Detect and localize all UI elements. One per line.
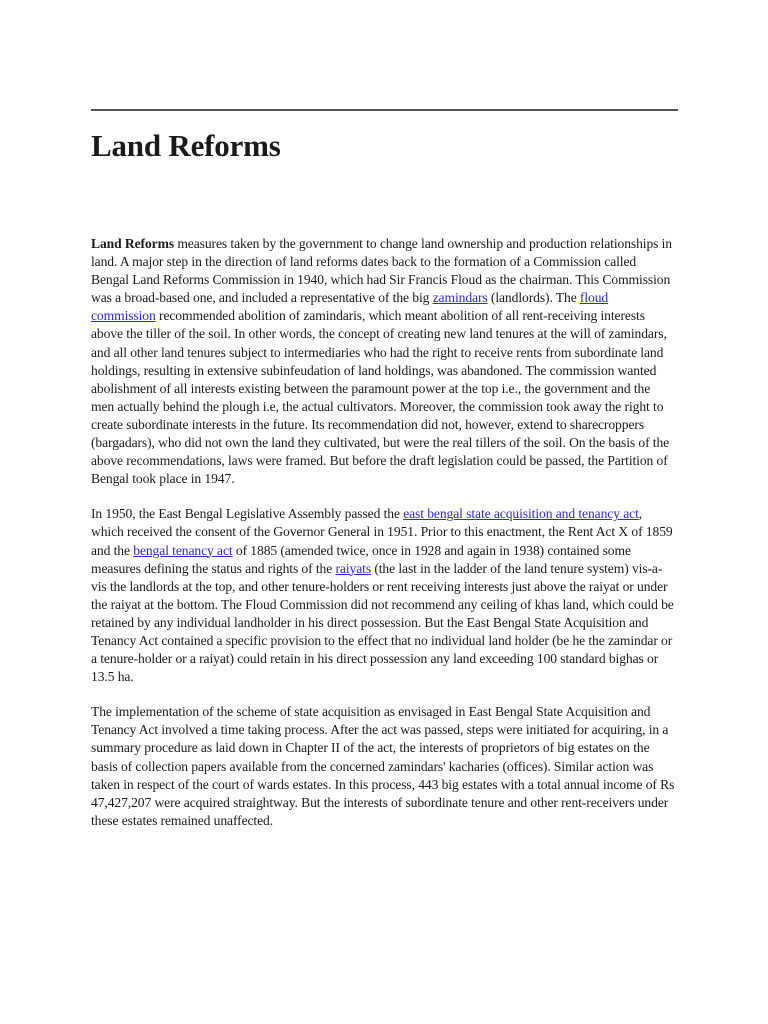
link-raiyats[interactable]: raiyats [335,560,372,576]
paragraph-1 [91,235,676,488]
paragraph-text: recommended abolition of zamindaris, which meant abolition of all rent-receiving interests above the tiller of the soil. In other words, the concept of creating new land tenures at the will of zamindars, and all other land tenures subject to intermediaries who had the right to receive rents from subordinate land holdings, resulting in extensive subinfeudation of land holdings, was abandoned. The commission wanted abolishment of all interests existing between the paramount power at the top i.e., the government and the men actually behind the plough i.e, the actual cultivators. Moreover, the commission took away the right to create subordinate interests in the future. Its recommendation did not, however, extend to sharecroppers (bargadars), who did not own the land they cultivated, but were the real tillers of the soil. On the basis of the above recommendations, laws were framed. But before the draft legislation could be passed, the Partition of Bengal took place in 1947. [91,308,670,487]
paragraph-text: (landlords). The [487,290,580,306]
paragraph-3 [91,703,676,830]
article-body [91,235,676,830]
paragraph-text: , which received the consent of the Governor General in 1951. Prior to this enactment, the Rent Act X of 1859 and the [91,506,673,558]
paragraph-text: (the last in the ladder of the land tenure system) vis-a-vis the landlords at the top, and other tenure-holders or rent receiving interests just above the raiyat or under the raiyat at the bottom. The Floud Commission did not recommend any ceiling of khas land, which could be retained by any individual landholder in his direct possession. But the East Bengal State Acquisition and Tenancy Act contained a specific provision to the effect that no individual land holder (be he the zamindar or a tenure-holder or a raiyat) could retain in his direct possession any land exceeding 100 standard bighas or 13.5 ha. [91,560,674,685]
lead-term: Land Reforms [91,236,175,251]
paragraph-text: In 1950, the East Bengal Legislative Assembly passed the [91,506,404,522]
link-east-bengal-state-acquisition-act[interactable]: east bengal state acquisition and tenancy act [403,506,639,522]
paragraph-text: measures taken by the government to change land ownership and production relationships in land. A major step in the direction of land reforms dates back to the formation of a Commission called Bengal Land Reforms Commission in 1940, which had Sir Francis Floud as the chairman. This Commission was a broad-based one, and included a representative of the big [91,236,673,306]
paragraph-2 [91,505,676,686]
paragraph-text: of 1885 (amended twice, once in 1928 and again in 1938) contained some measures defining the status and rights of the [91,542,631,576]
link-bengal-tenancy-act[interactable]: bengal tenancy act [133,542,233,558]
horizontal-rule [91,109,678,111]
page-title: Land Reforms [91,128,281,163]
link-zamindars[interactable]: zamindars [432,290,488,306]
paragraph-text: The implementation of the scheme of state acquisition as envisaged in East Bengal State Acquisition and Tenancy Act involved a time taking process. After the act was passed, steps were initiated for acquiring, in a summary procedure as laid down in Chapter II of the act, the interests of proprietors of big estates on the basis of collection papers available from the concerned zamindars' kacharies (offices). Similar action was taken in respect of the court of wards estates. In this process, 443 big estates with a total annual income of Rs 47,427,207 were acquired straightway. But the interests of subordinate tenure and other rent-receivers under these estates remained unaffected. [91,704,675,828]
link-floud-commission[interactable]: floud commission [91,290,609,324]
